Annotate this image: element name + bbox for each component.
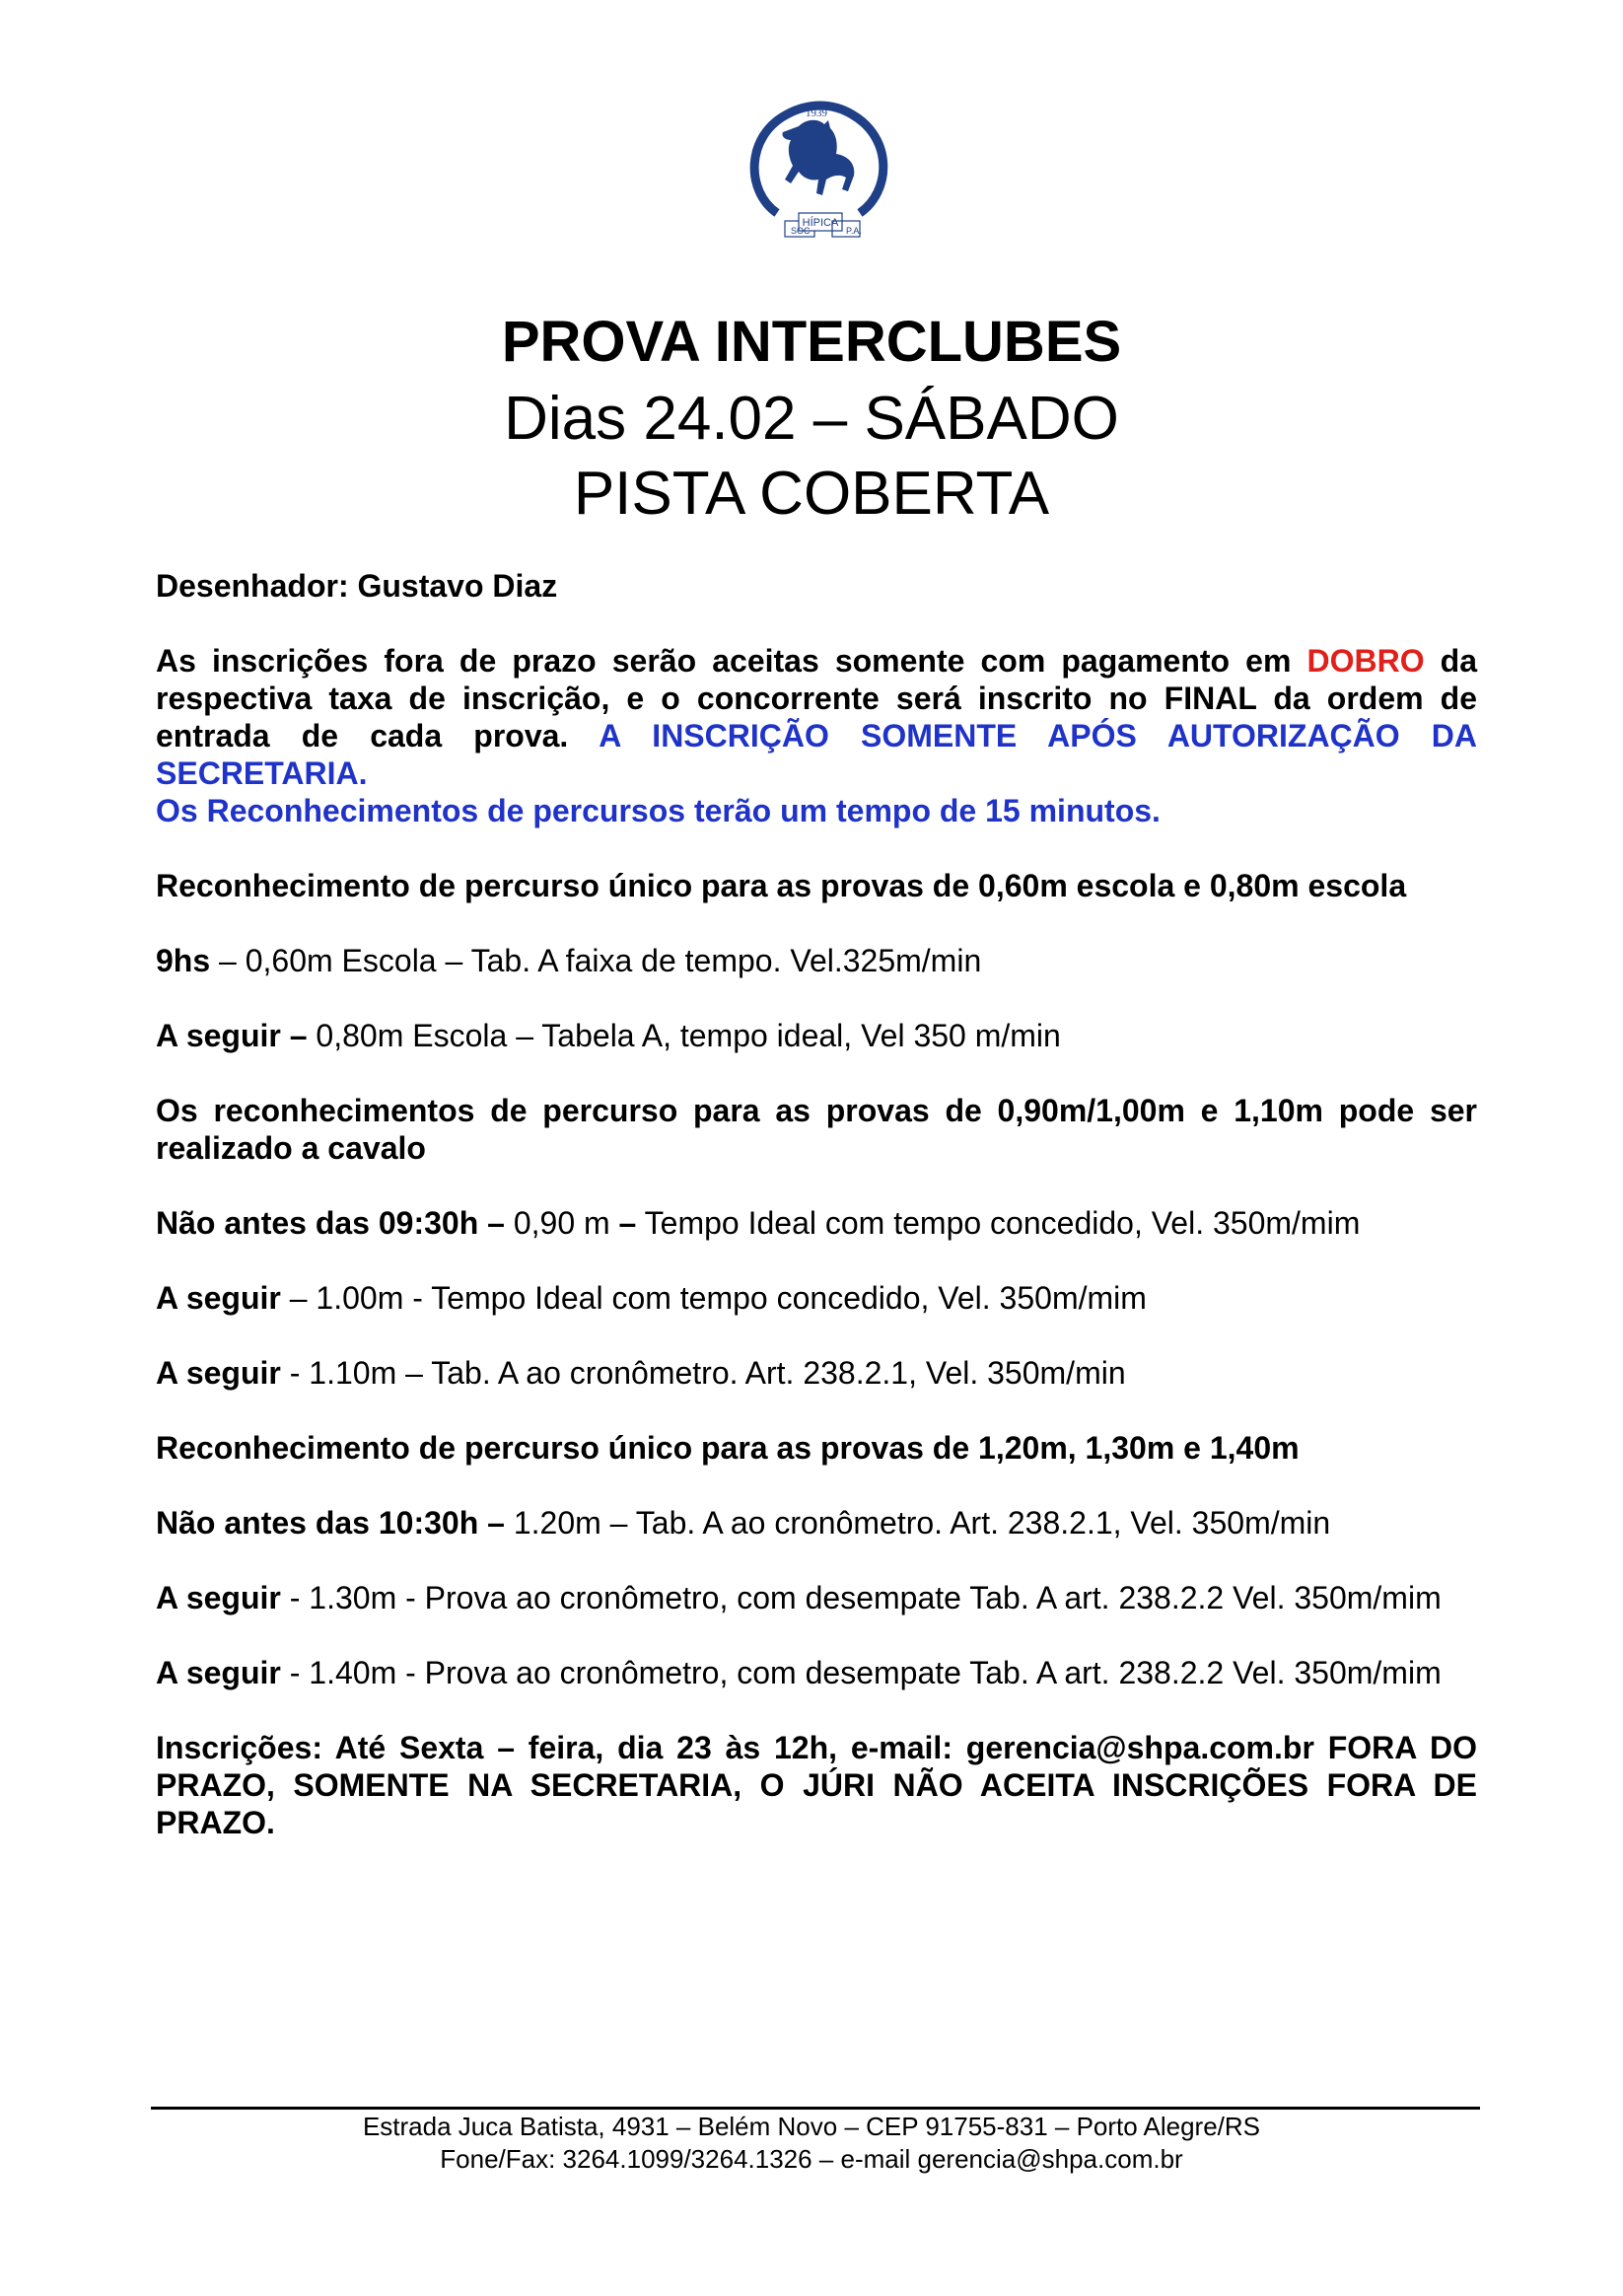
title-line-2: Dias 24.02 – SÁBADO bbox=[504, 385, 1119, 453]
logo-text-right: P.A. bbox=[846, 226, 862, 236]
event-2 bbox=[156, 1017, 1477, 1054]
event-4-time: A seguir bbox=[156, 1280, 281, 1316]
recon-note-1: Reconhecimento de percurso único para as provas de 0,60m escola e 0,80m escola bbox=[156, 868, 1407, 903]
event-6-text: 1.20m – Tab. A ao cronômetro. Art. 238.2.1, Vel. 350m/min bbox=[504, 1505, 1331, 1541]
recon-note-3: Reconhecimento de percurso único para as provas de 1,20m, 1,30m e 1,40m bbox=[156, 1430, 1300, 1466]
late-notice-text-2: da respectiva taxa de inscrição, e o concorrente será inscrito no FINAL da ordem de entrada de cada prova bbox=[156, 643, 1477, 753]
horse-horseshoe-icon bbox=[738, 97, 899, 245]
event-5 bbox=[156, 1354, 1477, 1392]
event-1-text: 0,60m Escola – Tab. A faixa de tempo. Vel.325m/min bbox=[245, 943, 982, 978]
document-body bbox=[156, 567, 1477, 1879]
event-3-dash: – bbox=[618, 1205, 637, 1241]
recon-time-notice: Os Reconhecimentos de percursos terão um tempo de 15 minutos. bbox=[156, 793, 1161, 828]
recon-note-2: Os reconhecimentos de percurso para as provas de 0,90m/1,00m e 1,10m pode ser realizado a cavalo bbox=[156, 1093, 1477, 1166]
title-line-1: PROVA INTERCLUBES bbox=[501, 310, 1122, 374]
late-notice-text-1: As inscrições fora de prazo serão aceitas somente com pagamento em bbox=[156, 643, 1307, 679]
event-1 bbox=[156, 942, 1477, 979]
logo-text-left: SOC bbox=[791, 226, 811, 236]
dobro-highlight: DOBRO bbox=[1306, 643, 1425, 679]
event-1-time: 9hs bbox=[156, 943, 211, 978]
event-4 bbox=[156, 1279, 1477, 1317]
footer-divider bbox=[151, 2107, 1480, 2110]
event-8-time: A seguir bbox=[156, 1655, 281, 1690]
event-3-height: 0,90 m bbox=[504, 1205, 619, 1241]
event-7-text: - 1.30m - Prova ao cronômetro, com desempate Tab. A art. 238.2.2 Vel. 350m/mim bbox=[280, 1580, 1442, 1615]
event-4-text: – 1.00m - Tempo Ideal com tempo concedido, Vel. 350m/mim bbox=[280, 1280, 1147, 1316]
late-notice-dot: . bbox=[559, 718, 569, 753]
footer bbox=[0, 2111, 1623, 2176]
registration-deadline: Inscrições: Até Sexta – feira, dia 23 às 12h, e-mail: gerencia@shpa.com.br FORA DO PRAZO, SOMENTE NA SECRETARIA, O JÚRI NÃO ACEITA INSCRIÇÕES FORA DE PRAZO. bbox=[156, 1730, 1477, 1840]
footer-address: Estrada Juca Batista, 4931 – Belém Novo – CEP 91755-831 – Porto Alegre/RS bbox=[362, 2112, 1261, 2141]
event-2-time: A seguir – bbox=[156, 1018, 308, 1053]
event-8 bbox=[156, 1654, 1477, 1691]
logo-year: 1939 bbox=[806, 108, 827, 119]
event-6-time: Não antes das 10:30h – bbox=[156, 1505, 505, 1541]
event-3-time: Não antes das 09:30h – bbox=[156, 1205, 505, 1241]
club-logo bbox=[738, 97, 899, 245]
event-1-dash: – bbox=[210, 943, 246, 978]
event-2-text: 0,80m Escola – Tabela A, tempo ideal, Vel 350 m/min bbox=[307, 1018, 1061, 1053]
footer-contact: Fone/Fax: 3264.1099/3264.1326 – e-mail gerencia@shpa.com.br bbox=[440, 2144, 1183, 2174]
designer: Desenhador: Gustavo Diaz bbox=[156, 568, 558, 604]
title-line-3: PISTA COBERTA bbox=[573, 460, 1050, 528]
event-3 bbox=[156, 1204, 1477, 1242]
late-registration-notice bbox=[156, 642, 1477, 829]
authorization-notice: A INSCRIÇÃO SOMENTE APÓS AUTORIZAÇÃO DA SECRETARIA. bbox=[156, 718, 1478, 791]
event-7-time: A seguir bbox=[156, 1580, 281, 1615]
event-3-text: Tempo Ideal com tempo concedido, Vel. 350m/mim bbox=[636, 1205, 1361, 1241]
event-8-text: - 1.40m - Prova ao cronômetro, com desempate Tab. A art. 238.2.2 Vel. 350m/mim bbox=[280, 1655, 1442, 1690]
event-6 bbox=[156, 1504, 1477, 1542]
event-7 bbox=[156, 1579, 1477, 1616]
logo-text-center: HÍPICA bbox=[802, 217, 839, 229]
event-5-time: A seguir bbox=[156, 1355, 281, 1391]
event-5-text: - 1.10m – Tab. A ao cronômetro. Art. 238.2.1, Vel. 350m/min bbox=[280, 1355, 1126, 1391]
